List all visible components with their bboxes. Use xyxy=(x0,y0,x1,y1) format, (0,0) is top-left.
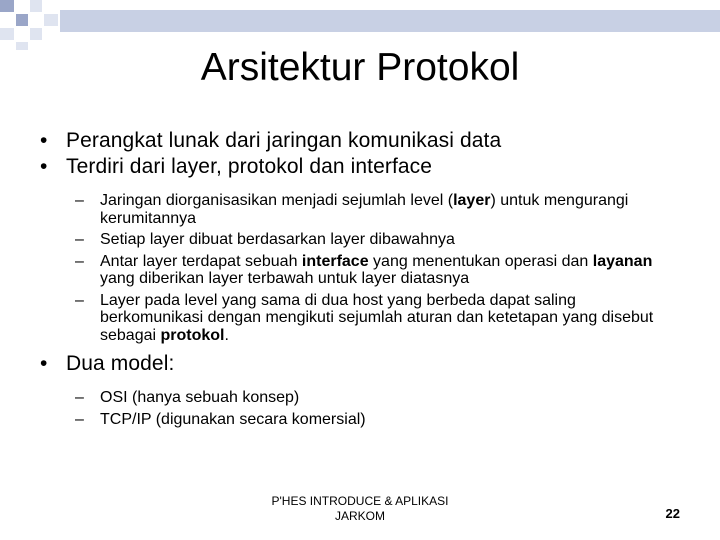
text-run: yang menentukan operasi dan xyxy=(368,252,593,270)
bold-term: layer xyxy=(453,192,491,209)
sub-bullet-text: – TCP/IP (digunakan secara komersial) xyxy=(100,410,366,428)
text-run: Jaringan diorganisasikan menjadi sejumlah level ( xyxy=(100,192,454,209)
corner-grid-decoration xyxy=(0,0,60,50)
bullet-item: • Perangkat lunak dari jaringan komunikasi data xyxy=(38,128,698,154)
slide-title: Arsitektur Protokol xyxy=(200,46,520,89)
text-run: yang diberikan layer terbawah untuk layer diatasnya xyxy=(100,270,470,287)
sub-bullet-list xyxy=(38,192,698,344)
sub-bullet-item xyxy=(100,192,680,227)
bullet-item: • Terdiri dari layer, protokol dan interface xyxy=(38,154,698,180)
sub-bullet-text xyxy=(100,231,680,249)
sub-bullet-text: – OSI (hanya sebuah konsep) xyxy=(100,389,300,406)
bullet-item: • Dua model: xyxy=(38,351,698,377)
text-run: . xyxy=(224,326,229,344)
sub-bullet-text xyxy=(100,292,680,345)
header-accent-bar xyxy=(60,10,720,32)
footer-line: JARKOM xyxy=(334,509,385,523)
footer-text xyxy=(260,494,460,524)
sub-bullet-text xyxy=(100,192,680,227)
slide-content xyxy=(38,128,698,428)
bold-term: layanan xyxy=(592,252,653,270)
sub-bullet-item xyxy=(100,231,680,249)
footer-line: P'HES INTRODUCE & APLIKASI xyxy=(271,494,449,508)
sub-bullet-item xyxy=(100,411,680,429)
text-run: Antar layer terdapat sebuah xyxy=(100,252,302,270)
text-run: ) untuk mengurangi kerumitannya xyxy=(100,192,629,227)
text-run: Layer pada level yang sama di dua host yang berbeda dapat saling berkomunikasi dengan mengikuti sejumlah aturan dan ketetapan yang disebut sebagai xyxy=(100,291,654,344)
bold-term: interface xyxy=(301,252,369,270)
sub-bullet-item xyxy=(100,389,680,407)
sub-bullet-item xyxy=(100,253,680,288)
bold-term: protokol xyxy=(160,326,225,344)
page-number: 22 xyxy=(665,506,680,521)
sub-bullet-text xyxy=(100,253,680,288)
text-run: Setiap layer dibuat berdasarkan layer dibawahnya xyxy=(100,231,455,248)
sub-bullet-item xyxy=(100,292,680,345)
